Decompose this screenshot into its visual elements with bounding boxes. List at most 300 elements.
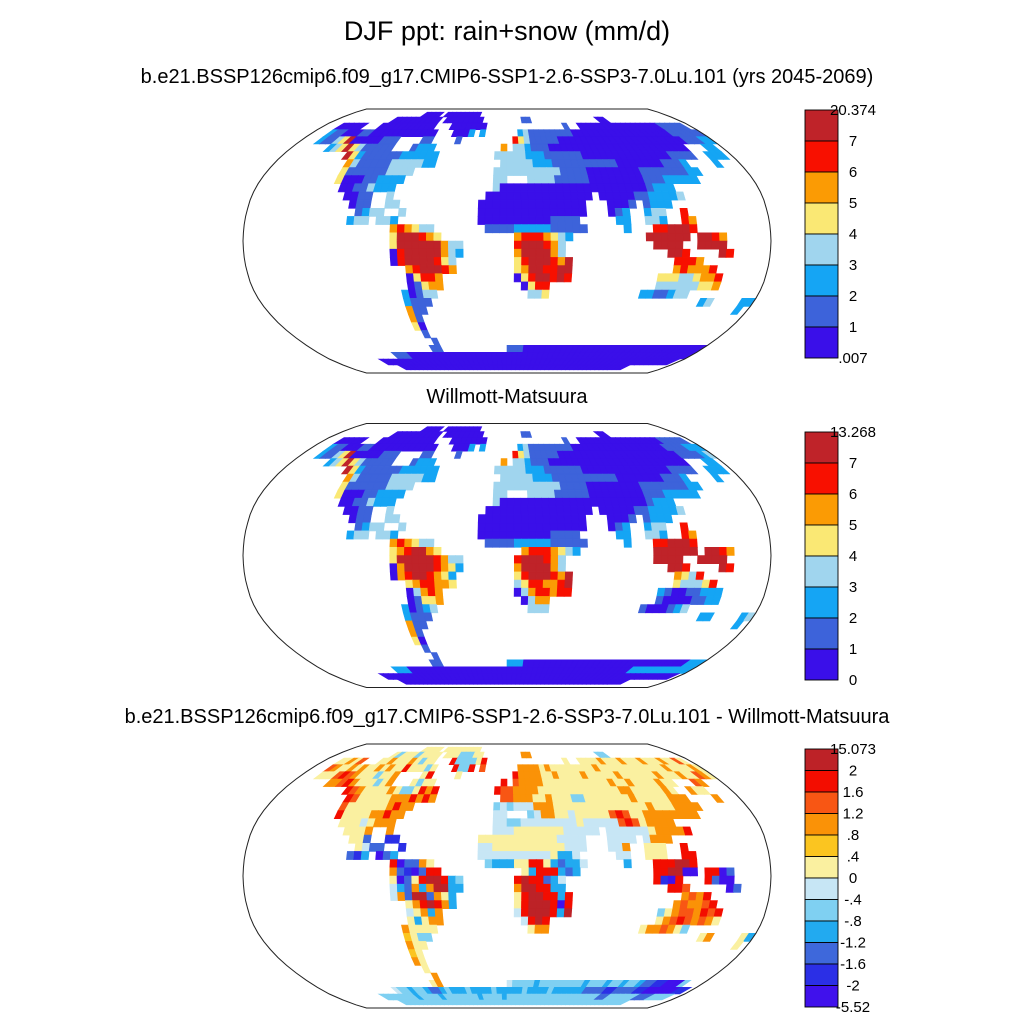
colorbar-tick-label: 7	[848, 133, 858, 150]
colorbar-box	[805, 986, 838, 1008]
map-cell	[529, 523, 536, 531]
map-cell	[434, 249, 442, 257]
map-cell	[565, 843, 573, 851]
map-cell	[521, 917, 528, 925]
map-cell	[542, 925, 550, 933]
map-cell	[507, 787, 513, 795]
map-cell	[525, 117, 532, 123]
map-cell	[529, 208, 536, 216]
map-cell	[557, 909, 565, 917]
map-cell	[404, 233, 412, 241]
map-cell	[441, 884, 449, 892]
map-cell	[493, 827, 500, 835]
map-cell	[521, 208, 528, 216]
map-cell	[494, 803, 501, 811]
map-cell	[507, 835, 514, 843]
map-cell	[514, 909, 521, 917]
map-cell	[521, 192, 528, 200]
map-cell	[711, 795, 724, 803]
map-cell	[419, 868, 426, 876]
map-cell	[624, 539, 632, 547]
map-cell	[660, 851, 668, 859]
map-cell	[550, 835, 558, 843]
map-cell	[551, 531, 559, 539]
map-cell	[390, 539, 398, 547]
map-cell	[681, 216, 689, 224]
map-cell	[507, 192, 514, 200]
map-cell	[624, 860, 632, 868]
map-cell	[674, 257, 682, 265]
map-cell	[376, 531, 384, 539]
map-cell	[543, 266, 551, 274]
map-cell	[557, 588, 565, 596]
map-cell	[494, 168, 501, 176]
map-cell	[514, 531, 521, 539]
map-cell	[456, 884, 464, 892]
map-cell	[529, 892, 536, 900]
map-cell	[479, 765, 486, 772]
map-cell	[397, 868, 405, 876]
map-cell	[572, 531, 580, 539]
map-cell	[565, 523, 573, 531]
map-cell	[675, 249, 683, 257]
map-cell	[536, 249, 543, 257]
map-cell	[658, 843, 666, 851]
map-cell	[485, 225, 492, 233]
map-cell	[500, 506, 507, 514]
map-cell	[421, 645, 431, 653]
map-cell	[346, 851, 354, 859]
map-cell	[392, 200, 400, 208]
map-cell	[507, 168, 514, 176]
map-cell	[709, 266, 718, 274]
map-cell	[551, 539, 559, 547]
map-cell	[507, 987, 512, 994]
map-cell	[527, 168, 534, 176]
map-cell	[412, 876, 419, 884]
map-cell	[478, 200, 485, 208]
map-cell	[566, 233, 573, 241]
map-cell	[514, 515, 521, 523]
colorbar-tick-label: .8	[846, 827, 860, 844]
map-cell	[521, 843, 528, 851]
map-cell	[535, 827, 543, 835]
map-cell	[726, 249, 734, 257]
map-cell	[622, 208, 630, 216]
map-cell	[542, 917, 550, 925]
map-cell	[521, 498, 528, 506]
map-cell	[500, 827, 507, 835]
map-cell	[731, 621, 744, 629]
map-cell	[565, 531, 573, 539]
map-cell	[500, 860, 507, 868]
map-cell	[675, 876, 683, 884]
map-cell	[674, 572, 682, 580]
map-cell	[454, 137, 462, 144]
map-cell	[514, 803, 521, 811]
map-cell	[420, 266, 428, 274]
map-cell	[705, 233, 713, 241]
map-cell	[660, 860, 668, 868]
map-cell	[514, 523, 521, 531]
map-cell	[661, 233, 669, 241]
map-cell	[719, 876, 727, 884]
map-cell	[383, 531, 391, 539]
colorbar-obs	[805, 424, 876, 689]
map-cell	[563, 827, 571, 835]
map-cell	[434, 884, 442, 892]
map-cell	[441, 249, 449, 257]
map-cell	[579, 208, 587, 216]
map-cell	[397, 547, 405, 555]
map-cell	[536, 884, 543, 892]
panel2-title: Willmott-Matsuura	[426, 386, 588, 408]
map-cell	[733, 884, 741, 892]
map-cell	[427, 266, 435, 274]
map-cell	[727, 876, 735, 884]
colorbar-tick-label: 1.2	[842, 805, 864, 823]
map-cell	[507, 482, 514, 490]
map-cell	[512, 345, 518, 352]
map-cell	[386, 827, 395, 835]
map-cell	[500, 811, 507, 819]
map-cell	[544, 884, 551, 892]
map-cell	[660, 531, 668, 539]
map-cell	[654, 547, 662, 555]
map-cell	[558, 572, 566, 580]
map-cell	[529, 556, 536, 564]
map-cell	[507, 515, 514, 523]
map-cell	[434, 556, 441, 564]
map-cell	[571, 835, 579, 843]
colorbar-box	[805, 814, 838, 836]
map-cell	[435, 909, 443, 917]
map-cell	[498, 1000, 503, 1005]
map-cell	[493, 515, 500, 523]
map-cell	[544, 249, 551, 257]
map-cell	[383, 851, 391, 859]
map-cell	[361, 216, 369, 224]
map-cell	[543, 835, 551, 843]
map-cell	[661, 556, 669, 564]
map-cell	[414, 917, 422, 925]
map-cell	[529, 851, 536, 859]
map-cell	[385, 835, 393, 843]
map-cell	[500, 225, 507, 233]
map-cell	[528, 290, 536, 298]
map-cell	[412, 225, 420, 233]
colorbar-tick-label: 6	[848, 164, 858, 181]
map-cell	[507, 208, 514, 216]
colorbar-box	[805, 618, 838, 649]
map-cell	[507, 827, 514, 835]
map-cell	[543, 216, 551, 224]
map-cell	[572, 843, 580, 851]
map-cell	[536, 233, 543, 241]
map-cell	[535, 819, 543, 827]
map-cell	[535, 506, 543, 514]
colorbar-box	[805, 900, 838, 922]
map-cell	[521, 506, 528, 514]
map-cell	[628, 200, 636, 208]
map-cell	[563, 192, 571, 200]
map-cell	[492, 225, 499, 233]
map-cell	[502, 987, 507, 994]
map-cell	[428, 909, 436, 917]
map-cell	[533, 803, 541, 811]
map-cell	[521, 827, 528, 835]
map-cell	[652, 531, 660, 539]
map-cell	[398, 843, 406, 851]
map-cell	[434, 233, 441, 241]
map-cell	[614, 200, 622, 208]
map-cell	[405, 884, 413, 892]
map-cell	[561, 758, 570, 765]
colorbar-box	[805, 296, 838, 327]
map-cell	[550, 588, 558, 596]
map-cell	[536, 851, 544, 859]
map-cell	[668, 249, 676, 257]
map-cell	[689, 216, 697, 224]
map-cell	[493, 490, 500, 498]
map-cell	[419, 892, 427, 900]
map-cell	[436, 596, 444, 604]
map-cell	[542, 282, 550, 290]
map-cell	[528, 506, 535, 514]
colorbar-box	[805, 771, 838, 793]
map-cell	[557, 523, 565, 531]
map-cell	[426, 868, 434, 876]
map-cell	[522, 892, 529, 900]
map-cell	[513, 137, 519, 144]
map-cell	[354, 531, 362, 539]
colorbar-box	[805, 141, 838, 172]
map-cell	[536, 539, 543, 547]
map-cell	[494, 787, 501, 795]
map-cell	[426, 249, 434, 257]
map-cell	[494, 152, 501, 160]
map-cell	[658, 208, 666, 216]
map-cell	[550, 909, 558, 917]
map-cell	[653, 860, 661, 868]
map-cell	[514, 266, 521, 274]
map-cell	[526, 160, 533, 168]
map-cell	[426, 556, 434, 564]
map-cell	[522, 216, 529, 224]
map-cell	[493, 523, 500, 531]
map-cell	[572, 851, 580, 859]
map-cell	[528, 200, 535, 208]
map-cell	[705, 556, 713, 564]
map-cell	[430, 925, 438, 933]
map-cell	[478, 515, 485, 523]
map-cell	[616, 531, 624, 539]
map-cell	[429, 917, 437, 925]
map-cell	[528, 835, 535, 843]
map-cell	[414, 282, 422, 290]
map-cell	[690, 547, 698, 555]
map-cell	[542, 819, 550, 827]
map-cell	[520, 803, 527, 811]
map-cell	[536, 274, 544, 282]
map-cell	[419, 257, 427, 265]
map-cell	[529, 257, 536, 265]
map-cell	[513, 144, 519, 152]
map-cell	[682, 249, 690, 257]
map-cell	[520, 474, 527, 482]
map-cell	[478, 843, 485, 851]
map-cell	[557, 843, 565, 851]
map-cell	[456, 876, 463, 884]
map-cell	[364, 192, 373, 200]
map-cell	[550, 200, 558, 208]
map-cell	[555, 819, 563, 827]
map-cell	[500, 482, 507, 490]
colorbar-box	[805, 494, 838, 525]
map-cell	[558, 892, 566, 900]
colorbar-tick-label: -1.2	[840, 934, 866, 952]
colorbar-box	[805, 234, 838, 265]
map-cell	[623, 531, 631, 539]
map-cell	[419, 233, 426, 241]
map-cell	[551, 868, 558, 876]
colorbar-tick-label: 2	[848, 610, 858, 627]
map-cell	[397, 876, 405, 884]
map-cell	[653, 225, 661, 233]
map-cell	[529, 860, 536, 868]
colorbar-box	[805, 525, 838, 556]
map-cell	[390, 233, 398, 241]
map-cell	[413, 274, 421, 282]
map-cell	[536, 580, 544, 588]
map-cell	[369, 208, 377, 216]
map-cell	[661, 547, 669, 555]
map-cell	[405, 564, 413, 572]
map-cell	[390, 216, 398, 224]
map-cell	[557, 208, 565, 216]
map-cell	[543, 257, 551, 265]
colorbar-box	[805, 857, 838, 879]
map-cell	[498, 680, 503, 685]
map-cell	[712, 241, 720, 249]
map-cell	[558, 884, 566, 892]
map-cell	[543, 843, 551, 851]
map-cell	[390, 868, 398, 876]
map-cell	[421, 588, 429, 596]
map-cell	[561, 438, 570, 445]
map-cell	[491, 987, 497, 994]
map-cell	[390, 851, 398, 859]
map-cell	[521, 282, 528, 290]
map-cell	[551, 233, 558, 241]
map-cell	[668, 860, 676, 868]
map-cell	[514, 876, 521, 884]
map-cell	[513, 466, 520, 474]
map-cell	[536, 868, 543, 876]
map-cell	[521, 266, 528, 274]
map-cell	[529, 580, 536, 588]
colorbar-tick-label: -2	[846, 977, 860, 995]
map-cell	[364, 506, 373, 514]
map-cell	[507, 200, 514, 208]
map-cell	[571, 515, 579, 523]
map-cell	[644, 843, 652, 851]
map-cell	[436, 282, 444, 290]
map-cell	[705, 241, 713, 249]
map-cell	[535, 192, 543, 200]
map-cell	[549, 498, 557, 506]
map-cell	[682, 564, 690, 572]
map-cell	[529, 249, 536, 257]
map-cell	[543, 523, 551, 531]
map-cell	[690, 539, 698, 547]
map-cell	[405, 572, 413, 580]
map-cell	[551, 257, 559, 265]
map-cell	[689, 851, 697, 859]
map-cell	[448, 249, 456, 257]
map-cell	[507, 498, 514, 506]
map-cell	[544, 876, 551, 884]
map-cell	[522, 225, 529, 233]
map-cell	[346, 531, 354, 539]
map-cell	[565, 892, 573, 900]
map-cell	[522, 531, 529, 539]
map-cell	[514, 168, 521, 176]
map-cell	[675, 884, 683, 892]
map-cell	[500, 474, 507, 482]
map-cell	[527, 811, 534, 819]
map-cell	[543, 892, 551, 900]
map-cell	[385, 515, 393, 523]
map-cell	[494, 466, 501, 474]
map-cell	[544, 539, 551, 547]
map-cell	[514, 498, 521, 506]
map-cell	[675, 539, 683, 547]
map-cell	[390, 547, 398, 555]
map-cell	[675, 547, 683, 555]
map-cell	[412, 564, 420, 572]
map-cell	[654, 868, 662, 876]
map-cell	[668, 876, 676, 884]
map-cell	[521, 184, 528, 192]
map-cell	[478, 208, 485, 216]
map-cell	[579, 843, 587, 851]
map-cell	[429, 282, 437, 290]
map-cell	[369, 523, 377, 531]
map-cell	[527, 490, 534, 498]
map-cell	[419, 249, 427, 257]
map-cell	[507, 531, 514, 539]
colorbar-box	[805, 587, 838, 618]
map-cell	[565, 580, 573, 588]
map-cell	[550, 266, 558, 274]
map-cell	[493, 176, 500, 184]
map-cell	[449, 892, 457, 900]
map-cell	[441, 876, 448, 884]
map-cell	[405, 580, 413, 588]
map-cell	[615, 843, 623, 851]
map-cell	[430, 605, 438, 613]
map-cell	[522, 564, 529, 572]
map-cell	[557, 901, 565, 909]
map-cell	[697, 233, 705, 241]
map-cell	[690, 868, 698, 876]
map-cell	[544, 547, 551, 555]
map-cell	[500, 835, 507, 843]
map-cell	[355, 843, 363, 851]
map-cell	[522, 556, 529, 564]
map-cell	[558, 876, 565, 884]
